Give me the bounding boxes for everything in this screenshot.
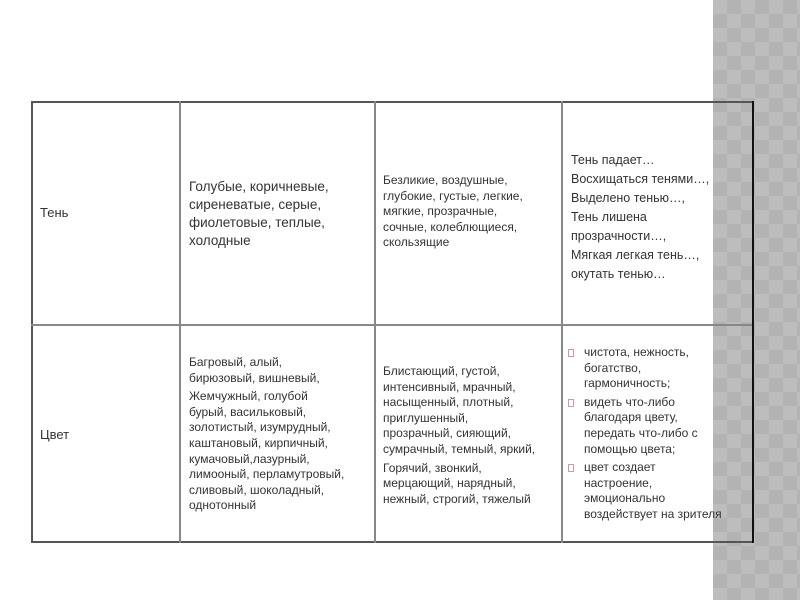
text-line: кумачовый,лазурный, — [189, 451, 310, 466]
text-line: золотистый, изумрудный, — [189, 420, 331, 435]
text-line: Тень падает… — [571, 153, 655, 167]
text-line: бирюзовый, вишневый, — [189, 370, 320, 385]
color-functions-cell — [568, 345, 722, 523]
text-line: Горячий, звонкий, — [383, 460, 482, 475]
text-line: насыщенный, плотный, — [383, 395, 514, 410]
color-epithets-cell — [383, 364, 535, 507]
text-line: Багровый, алый, — [189, 355, 282, 369]
text-line: настроение, — [584, 475, 653, 490]
text-line: бурый, васильковый, — [189, 404, 307, 419]
bullet-item — [568, 395, 722, 457]
text-line: скользящие — [383, 235, 450, 249]
color-names-cell — [189, 355, 344, 514]
text-line: богатство, — [584, 360, 642, 375]
row-divider — [31, 324, 754, 326]
text-line: приглушенный, — [383, 410, 469, 425]
row-header-shadow: Тень — [40, 205, 69, 220]
column-divider — [179, 101, 181, 543]
text-line: фиолетовые, теплые, — [189, 215, 325, 230]
shadow-colors-cell — [189, 178, 329, 250]
text-line: прозрачности…, — [571, 229, 667, 243]
text-line: лимооный, перламутровый, — [189, 467, 345, 482]
text-line: нежный, строгий, тяжелый — [383, 491, 531, 506]
text-line: Блистающий, густой, — [383, 364, 500, 378]
shadow-epithets-cell — [383, 173, 523, 251]
column-divider — [374, 101, 376, 543]
text-line: Безликие, воздушные, — [383, 173, 508, 187]
text-line: чистота, нежность, — [584, 345, 690, 359]
text-line: гармоничность; — [584, 376, 671, 391]
text-line: окутать тенью… — [571, 267, 666, 281]
text-line: помощью цвета; — [584, 441, 676, 456]
text-line: воздействует на зрителя — [584, 506, 722, 521]
bullet-item — [568, 460, 722, 522]
row-header-color: Цвет — [40, 427, 70, 442]
text-line: однотонный — [189, 498, 257, 513]
column-divider — [561, 101, 563, 543]
text-line: передать что-либо с — [584, 425, 698, 440]
text-line: мягкие, прозрачные, — [383, 204, 498, 218]
bullet-item — [568, 345, 722, 392]
text-line: мерцающий, нарядный, — [383, 476, 516, 491]
text-line: Жемчужный, голубой — [189, 389, 308, 404]
text-line: эмоционально — [584, 491, 666, 506]
shadow-phrases-cell — [571, 151, 709, 284]
text-line: видеть что-либо — [584, 394, 675, 409]
text-line: сливовый, шоколадный, — [189, 482, 325, 497]
text-line: цвет создает — [584, 460, 656, 475]
text-line: сиреневатые, серые, — [189, 197, 322, 212]
text-line: благодаря цвету, — [584, 410, 678, 425]
text-line: Тень лишена — [571, 210, 647, 224]
text-line: Мягкая легкая тень…, — [571, 248, 700, 262]
text-line: сочные, колеблющиеся, — [383, 219, 518, 234]
text-line: каштановый, кирпичный, — [189, 435, 328, 450]
text-line: прозрачный, сияющий, — [383, 426, 511, 441]
text-line: Выделено тенью…, — [571, 191, 686, 205]
slide-border-line — [752, 101, 754, 543]
text-line: сумрачный, темный, яркий, — [383, 441, 536, 456]
text-line: глубокие, густые, легкие, — [383, 188, 523, 203]
text-line: холодные — [189, 233, 251, 248]
text-line: интенсивный, мрачный, — [383, 379, 516, 394]
text-line: Голубые, коричневые, — [189, 179, 329, 194]
text-line: Восхищаться тенями…, — [571, 172, 710, 186]
